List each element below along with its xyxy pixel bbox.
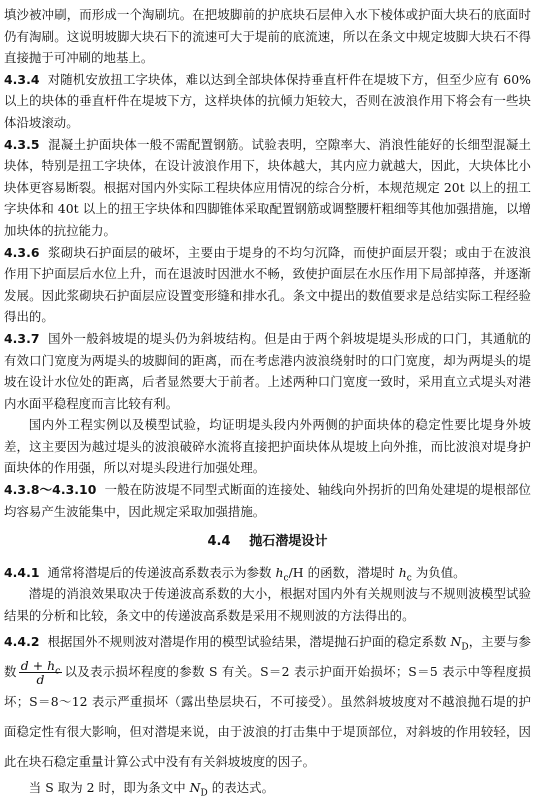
clause-4-4-2 [4, 627, 531, 777]
clause-text: /H 的函数，潜堤时 [288, 564, 399, 580]
clause-text: 以及表示损坏程度的参数 S 有关。S＝2 表示护面开始损坏；S＝5 表示中等程度损坏；S＝8～12 表示严重损坏（露出垫层块石，不可接受）。虽然斜坡坡度对不越浪抛石堤的护面稳定性有很大影响，但对潜堤来说，由于波浪的打击集中于堤顶部位，对斜坡的作用较轻，因此在块石稳定重量计算公式中没有有关斜坡坡度的因子。 [4, 663, 531, 769]
section-number: 4.4 [207, 534, 231, 550]
clause-text: 国外一般斜坡堤的堤头仍为斜坡结构。但是由于两个斜坡堤堤头形成的口门，其通航的有效口门宽度为两堤头的坡脚间的距离，而在考虑港内波浪绕射时的口门宽度，却为两堤头的堤坡在设计水位处的距离，后者显然要大于前者。上述两种口门宽度一致时，采用直立式堤头对港内水面平稳程度而言比较有利。 [4, 330, 531, 411]
clause-4-3-7 [4, 328, 531, 414]
clause-text: 对随机安放扭工字块体，难以达到全部块体保持垂直杆件在堤坡下方，但至少应有 60% 以上的块体的垂直杆件在堤坡下方，这样块体的抗倾力矩较大，否则在波浪作用下将会有一些块体沿坡滚动。 [4, 71, 531, 130]
clause-number: 4.4.1 [4, 564, 40, 580]
variable-N: N [189, 779, 201, 795]
section-heading [4, 531, 531, 553]
clause-number: 4.3.8～4.3.10 [4, 482, 97, 498]
clause-4-3-6 [4, 242, 531, 328]
clause-text: 的表达式。 [207, 779, 275, 795]
fraction-denominator: d [36, 671, 45, 687]
variable-h: h [275, 564, 284, 580]
clause-text: 根据国外不规则波对潜堤作用的模型试验结果，潜堤抛石护面的稳定系数 [47, 633, 451, 649]
subscript-c: c [406, 573, 412, 584]
clause-number: 4.4.2 [4, 633, 40, 649]
clause-text: 浆砌块石护面层的破坏，主要由于堤身的不均匀沉降，而使护面层开裂；或由于在波浪作用下护面层后水位上升，而在退波时因泄水不畅，致使护面层在水压作用下局部掉落，并逐渐发展。因此浆砌块石护面层应设置变形缝和排水孔。条文中提出的数值要求是总结实际工程经验得出的。 [4, 244, 531, 325]
section-title-text: 抛石潜堤设计 [249, 534, 328, 550]
clause-4-3-5 [4, 134, 531, 242]
subscript-D: D [461, 642, 469, 653]
clause-number: 4.3.4 [4, 71, 40, 87]
clause-4-3-7-para-2: 国内外工程实例以及模型试验，均证明堤头段内外两侧的护面块体的稳定性要比堤身外坡差，这主要因为越过堤头的波浪破碎水流将直接把护面块体从堤坡上向外推，而比波浪对堤身护面块体的作用强，所以对堤头段进行加强处理。 [4, 417, 531, 476]
clause-4-3-8-to-10 [4, 479, 531, 522]
clause-4-3-4 [4, 69, 531, 134]
clause-number: 4.3.7 [4, 330, 40, 346]
clause-text: 通常将潜堤后的传递波高系数表示为参数 [47, 564, 276, 580]
fraction-numerator: $d + h_c$ [20, 657, 61, 677]
clause-4-4-2-para-2 [4, 777, 531, 798]
clause-4-4-1-para-2: 潜堤的消浪效果取决于传递波高系数的大小，根据对国内外有关规则波与不规则波模型试验结果的分析和比较，条文中的传递波高系数是采用不规则波的方法得出的。 [4, 586, 531, 624]
subscript-c: c [283, 573, 289, 584]
variable-h: h [398, 564, 407, 580]
clause-text: 一般在防波堤不同型式断面的连接处、轴线向外拐折的凹角处建堤的堤根部位均容易产生波能集中，因此规定采取加强措施。 [4, 482, 532, 519]
clause-number: 4.3.6 [4, 244, 40, 260]
clause-text: 为负值。 [411, 564, 466, 580]
clause-text: ，主要与参数 [4, 633, 532, 679]
subscript-c: c [55, 666, 61, 677]
clause-text: 混凝土护面块体一般不需配置钢筋。试验表明，空隙率大、消浪性能好的长细型混凝土块体，特别是扭工字块体，在设计波浪作用下，块体越大，其内应力就越大，因此，大块体比小块体更容易断裂。根据对国内外实际工程块体应用情况的综合分析，本规范规定 20t 以上的扭工字块体和 40t 以上的扭王字块体和四脚锥体采取配置钢筋或调整腰杆粗细等其他加强措施，以增加块体的抗拉能力。 [4, 136, 531, 238]
clause-text: 当 S 取为 2 时，即为条文中 [28, 779, 190, 795]
document-page [4, 4, 531, 798]
clause-number: 4.3.5 [4, 136, 40, 152]
subscript-D: D [200, 788, 208, 798]
paragraph-intro: 填沙被冲刷，而形成一个淘刷坑。在把坡脚前的护底块石层伸入水下棱体或护面大块石的底面时仍有淘刷。这说明坡脚大块石下的流速可大于堤前的底流速，所以在条文中规定坡脚大块石不得直接抛于可冲刷的地基上。 [4, 7, 531, 66]
variable-N: N [450, 633, 462, 649]
clause-4-4-1 [4, 562, 531, 584]
fraction-formula [19, 659, 63, 686]
